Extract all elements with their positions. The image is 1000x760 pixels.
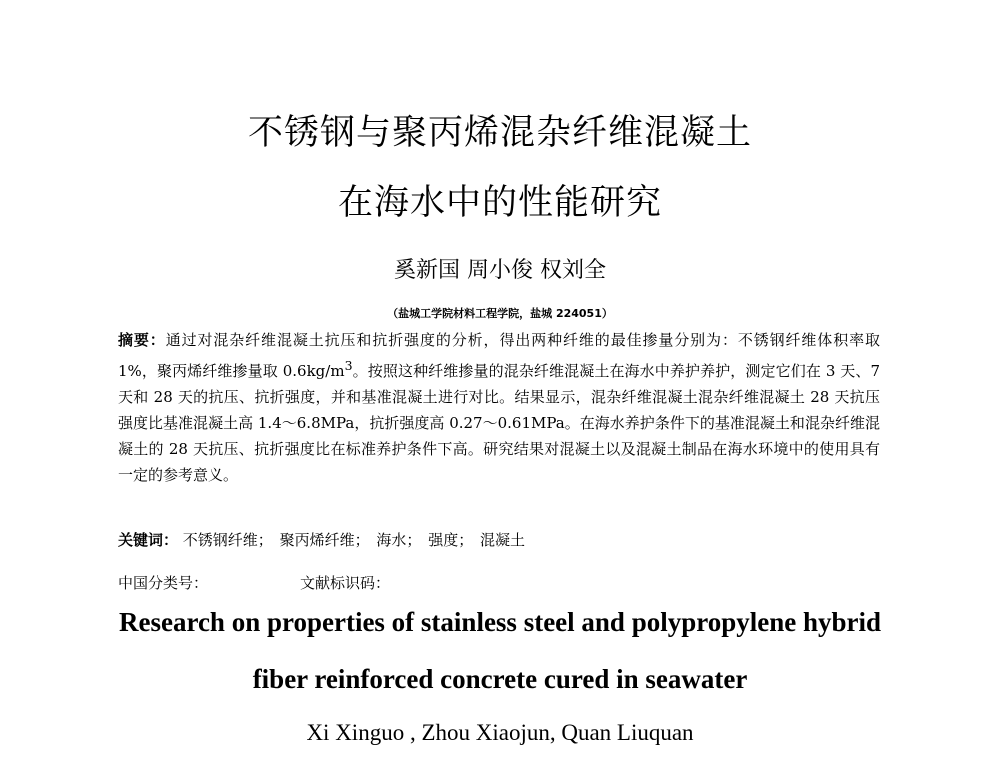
chinese-title-line-1: 不锈钢与聚丙烯混杂纤维混凝土 <box>247 113 752 153</box>
abstract-superscript: 3 <box>344 358 353 373</box>
abstract-text-part-2: 。按照这种纤维掺量的混杂纤维混凝土在海水中养护养护，测定它们在 3 天、7 天和 28 天的抗压、抗折强度，并和基准混凝土进行对比。结果显示，混杂纤维混凝土混杂纤维混凝土 28 天抗压强度比基准混凝土高 1.4～6.8MPa，抗折强度高 0.27～0.61MPa。在海水养护条件下的基准混凝土和混杂纤维混凝土的 28 天抗压、抗折强度比在标准养护条件下高。研究结果对混凝土以及混凝土制品在海水环境中的使用具有一定的参考意义。 <box>118 362 880 484</box>
abstract <box>118 327 880 488</box>
keyword-item: 海水； <box>376 531 422 549</box>
chinese-title-line-2: 在海水中的性能研究 <box>337 183 662 223</box>
keyword-item: 聚丙烯纤维； <box>279 531 370 549</box>
english-title-line-1: Research on properties of stainless steel and polypropylene hybrid <box>118 607 882 637</box>
english-title-line-2: fiber reinforced concrete cured in seawater <box>252 664 748 694</box>
keywords <box>118 529 880 551</box>
english-authors: Xi Xinguo , Zhou Xiaojun, Quan Liuquan <box>306 720 694 745</box>
abstract-label: 摘要： <box>118 331 166 349</box>
chinese-authors: 奚新国 周小俊 权刘全 <box>394 258 606 283</box>
clc-number-label: 中国分类号： <box>118 574 209 592</box>
abstract-text-part-1: 通过对混杂纤维混凝土抗压和抗折强度的分析，得出两种纤维的最佳掺量分别为：不锈钢纤维体积率取 1%，聚丙烯纤维掺量取 0.6kg/m <box>118 331 880 380</box>
keyword-item: 强度； <box>428 531 474 549</box>
document-code-label: 文献标识码： <box>300 574 391 592</box>
chinese-affiliation: （盐城工学院材料工程学院，盐城 224051） <box>387 307 613 320</box>
keywords-label: 关键词： <box>118 531 179 549</box>
keyword-item: 不锈钢纤维； <box>182 531 273 549</box>
keyword-item: 混凝土 <box>479 531 525 549</box>
classification-line <box>118 572 880 594</box>
